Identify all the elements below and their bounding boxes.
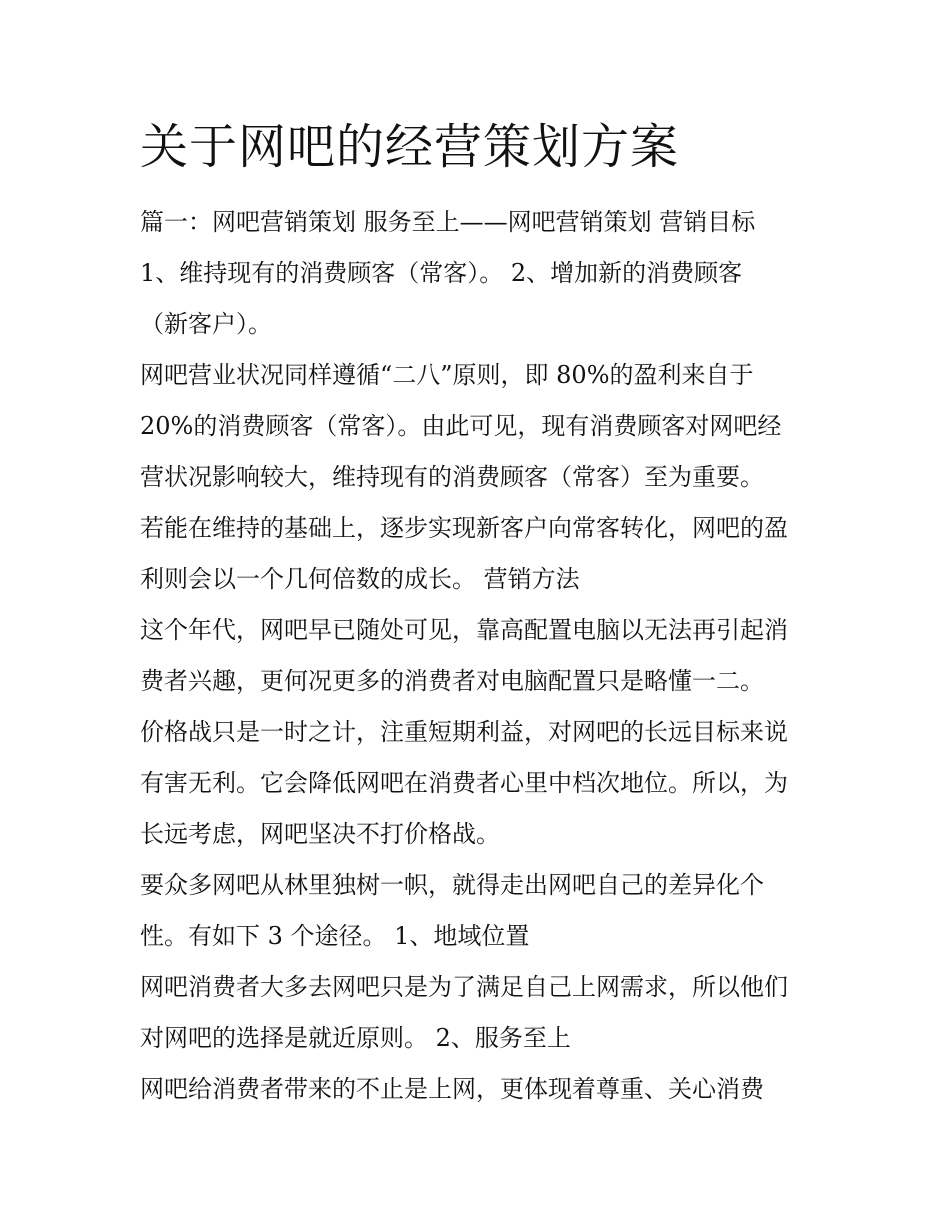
text-line: 1、维持现有的消费顾客（常客）。 2、增加新的消费顾客 [140,259,743,287]
text-line: 网吧营业状况同样遵循“二八”原则，即 80%的盈利来自于 [140,361,754,389]
text-line: 费者兴趣，更何况更多的消费者对电脑配置只是略懂一二。 [140,667,764,695]
text-line: 对网吧的选择是就近原则。 2、服务至上 [140,1024,571,1052]
text-line: 若能在维持的基础上，逐步实现新客户向常客转化，网吧的盈 [140,514,788,542]
text-line: 利则会以一个几何倍数的成长。 营销方法 [140,565,580,593]
text-line: 篇一：网吧营销策划 服务至上——网吧营销策划 营销目标 [140,208,756,236]
text-line: 20%的消费顾客（常客）。由此可见，现有消费顾客对网吧经 [140,412,782,440]
text-line: 网吧给消费者带来的不止是上网，更体现着尊重、关心消费 [140,1075,764,1103]
text-line: （新客户）。 [140,310,272,338]
text-line: 网吧消费者大多去网吧只是为了满足自己上网需求，所以他们 [140,973,788,1001]
document-title: 关于网吧的经营策划方案 [140,119,680,175]
text-line: 营状况影响较大，维持现有的消费顾客（常客）至为重要。 [140,463,764,491]
text-line: 这个年代，网吧早已随处可见，靠高配置电脑以无法再引起消 [140,616,788,644]
text-line: 价格战只是一时之计，注重短期利益，对网吧的长远目标来说 [140,718,788,746]
text-line: 要众多网吧从林里独树一帜，就得走出网吧自己的差异化个 [140,871,764,899]
text-line: 有害无利。它会降低网吧在消费者心里中档次地位。所以，为 [140,769,788,797]
text-line: 性。有如下 3 个途径。 1、地域位置 [140,922,530,950]
text-line: 长远考虑，网吧坚决不打价格战。 [140,820,500,848]
